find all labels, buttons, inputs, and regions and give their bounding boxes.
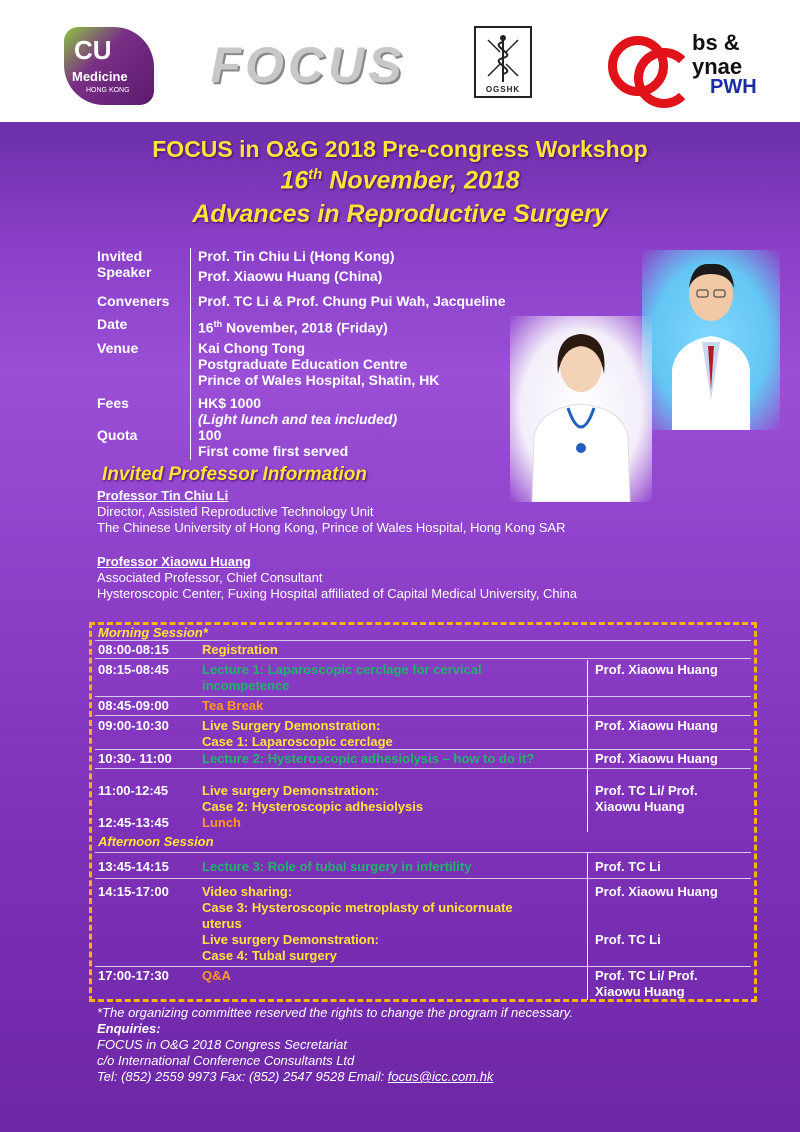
time-slot: 11:00-12:45	[98, 783, 169, 798]
cu-medicine-logo	[64, 27, 154, 105]
fees-label: Fees	[97, 395, 129, 411]
time-slot: 08:45-09:00	[98, 698, 169, 713]
title-date-day: 16	[280, 166, 309, 195]
row-line	[95, 696, 751, 697]
program-divider-morning	[587, 660, 588, 832]
title-date-rest: November, 2018	[322, 166, 520, 195]
time-slot: 09:00-10:30	[98, 718, 169, 733]
info-divider	[190, 248, 191, 460]
obs-logo-text-3: PWH	[710, 76, 757, 98]
title-date-sup: th	[308, 166, 323, 183]
time-slot: 08:15-08:45	[98, 662, 169, 677]
workshop-subtitle: Advances in Reproductive Surgery	[192, 200, 608, 228]
enquiries-contact	[97, 1069, 493, 1085]
program-speaker-cont: Xiaowu Huang	[595, 984, 685, 999]
venue-line-2: Postgraduate Education Centre	[198, 356, 408, 372]
program-item-cont: uterus	[202, 916, 242, 931]
time-slot: 14:15-17:00	[98, 884, 169, 899]
enquiries-label: Enquiries:	[97, 1021, 161, 1036]
program-divider-afternoon	[587, 852, 588, 1000]
row-line	[95, 658, 751, 659]
email-link[interactable]: focus@icc.com.hk	[387, 1069, 494, 1084]
professor-2-title: Associated Professor, Chief Consultant	[97, 570, 323, 585]
time-slot: 10:30- 11:00	[98, 751, 172, 766]
fees-value: HK$ 1000	[198, 395, 262, 411]
invited-speaker-label-1: Invited	[97, 248, 143, 264]
program-item: Lecture 3: Role of tubal surgery in infertility	[202, 859, 472, 874]
program-item-cont: Case 3: Hysteroscopic metroplasty of unicornuate	[202, 900, 513, 915]
row-line	[95, 715, 751, 716]
cu-logo-hongkong: HONG KONG	[86, 87, 130, 94]
program-item: Video sharing:	[202, 884, 293, 899]
venue-line-1: Kai Chong Tong	[198, 340, 306, 356]
date-day: 16	[198, 319, 214, 336]
row-line	[95, 768, 751, 769]
time-slot: 17:00-17:30	[98, 968, 169, 983]
professor-info-heading: Invited Professor Information	[102, 464, 367, 485]
row-line	[95, 878, 751, 879]
professor-1-name: Professor Tin Chiu Li	[97, 488, 229, 503]
professor-li-photo	[642, 250, 780, 430]
program-item: Lunch	[202, 815, 241, 830]
ogshk-text: OGSHK	[485, 85, 521, 94]
speaker-1: Prof. Tin Chiu Li (Hong Kong)	[198, 248, 395, 264]
professor-2-affiliation: Hysteroscopic Center, Fuxing Hospital affiliated of Capital Medical University, China	[97, 586, 578, 601]
ogshk-logo	[474, 26, 532, 98]
focus-logo: FOCUS	[210, 37, 406, 93]
morning-session-label: Morning Session*	[98, 625, 208, 640]
venue-label: Venue	[97, 340, 139, 356]
program-item-cont: Case 2: Hysteroscopic adhesiolysis	[202, 799, 424, 814]
cu-logo-medicine: Medicine	[72, 69, 128, 84]
program-item: Q&A	[202, 968, 231, 983]
conveners-label: Conveners	[97, 293, 170, 309]
obs-gynae-pwh-logo	[608, 30, 768, 100]
time-slot: 12:45-13:45	[98, 815, 169, 830]
program-speaker: Prof. Xiaowu Huang	[595, 884, 718, 899]
date-sup: th	[213, 319, 223, 329]
enquiries-line-2: c/o International Conference Consultants Ltd	[97, 1053, 355, 1068]
quota-note: First come first served	[198, 443, 349, 459]
program-item: Lecture 2: Hysteroscopic adhesiolysis – how to do it?	[202, 751, 535, 766]
invited-speaker-label-2: Speaker	[97, 264, 152, 280]
caduceus-icon	[480, 32, 526, 84]
professor-huang-photo	[510, 316, 652, 502]
row-line	[95, 966, 751, 967]
cu-logo-text: CU	[74, 35, 112, 65]
date-value	[198, 316, 388, 336]
quota-value: 100	[198, 427, 222, 443]
fees-note: (Light lunch and tea included)	[198, 411, 398, 427]
logo-header	[0, 0, 800, 122]
program-speaker: Prof. TC Li/ Prof.	[595, 968, 698, 983]
conveners-value: Prof. TC Li & Prof. Chung Pui Wah, Jacqueline	[198, 293, 506, 309]
program-speaker: Prof. Xiaowu Huang	[595, 751, 718, 766]
obs-logo-text-1: bs &	[692, 30, 740, 55]
obs-logo-text-2: ynae	[692, 54, 743, 79]
venue-line-3: Prince of Wales Hospital, Shatin, HK	[198, 372, 440, 388]
program-item: Tea Break	[202, 698, 264, 713]
program-item: Live Surgery Demonstration:	[202, 718, 381, 733]
program-speaker-cont: Prof. TC Li	[595, 932, 661, 947]
male-doctor-illustration	[642, 250, 780, 430]
workshop-title: FOCUS in O&G 2018 Pre-congress Workshop	[152, 136, 648, 162]
professor-1-affiliation: The Chinese University of Hong Kong, Prince of Wales Hospital, Hong Kong SAR	[97, 520, 566, 535]
professor-2-name: Professor Xiaowu Huang	[97, 554, 251, 569]
program-item-cont: Live surgery Demonstration:	[202, 932, 379, 947]
quota-label: Quota	[97, 427, 138, 443]
enquiries-line-1: FOCUS in O&G 2018 Congress Secretariat	[97, 1037, 347, 1052]
program-speaker: Prof. Xiaowu Huang	[595, 662, 718, 677]
program-speaker: Prof. Xiaowu Huang	[595, 718, 718, 733]
row-line	[95, 749, 751, 750]
contact-numbers: Tel: (852) 2559 9973 Fax: (852) 2547 9528 Email:	[97, 1069, 388, 1084]
program-item-cont: Case 4: Tubal surgery	[202, 948, 337, 963]
workshop-date	[0, 166, 800, 195]
program-item-cont: Case 1: Laparoscopic cerclage	[202, 734, 393, 749]
row-line	[95, 852, 751, 853]
date-rest: November, 2018 (Friday)	[222, 319, 388, 336]
professor-1-title: Director, Assisted Reproductive Technology Unit	[97, 504, 374, 519]
speaker-2: Prof. Xiaowu Huang (China)	[198, 268, 383, 284]
afternoon-session-label: Afternoon Session	[98, 834, 214, 849]
program-speaker: Prof. TC Li/ Prof.	[595, 783, 698, 798]
program-speaker: Prof. TC Li	[595, 859, 661, 874]
program-item: Live surgery Demonstration:	[202, 783, 379, 798]
disclaimer-note: *The organizing committee reserved the rights to change the program if necessary.	[97, 1005, 573, 1020]
logo-ring-g-icon	[634, 48, 694, 108]
program-item: Registration	[202, 642, 278, 657]
program-speaker-cont: Xiaowu Huang	[595, 799, 685, 814]
date-label: Date	[97, 316, 128, 332]
program-item: Lecture 1: Laparoscopic cerclage for cervical	[202, 662, 482, 677]
program-item-cont: incompetence	[202, 678, 290, 693]
time-slot: 08:00-08:15	[98, 642, 169, 657]
time-slot: 13:45-14:15	[98, 859, 169, 874]
female-doctor-illustration	[510, 316, 652, 502]
